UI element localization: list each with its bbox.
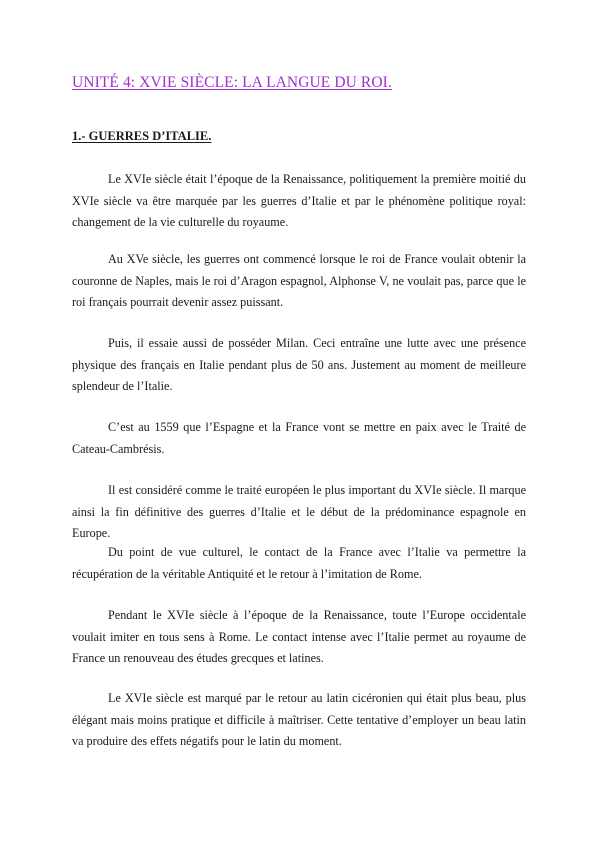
paragraph-2: Au XVe siècle, les guerres ont commencé lorsque le roi de France voulait obtenir la couronne de Naples, mais le roi d’Aragon espagnol, Alphonse V, ne voulait pas, parce que le roi français pourrait devenir assez puissant.: [72, 252, 526, 309]
document-title: UNITÉ 4: XVIE SIÈCLE: LA LANGUE DU ROI.: [72, 74, 392, 91]
paragraph-5: Il est considéré comme le traité européen le plus important du XVIe siècle. Il marque ainsi la fin définitive des guerres d’Italie et le début de la prédominance espagnole en Europe.: [72, 483, 526, 540]
paragraph-6: Du point de vue culturel, le contact de la France avec l’Italie va permettre la récupération de la véritable Antiquité et le retour à l’imitation de Rome.: [72, 545, 526, 581]
paragraph-1: Le XVIe siècle était l’époque de la Renaissance, politiquement la première moitié du XVIe siècle va être marquée par les guerres d’Italie et par le phénomène politique royal: changement de la vie culturelle du royaume.: [72, 172, 526, 229]
paragraph-4: C’est au 1559 que l’Espagne et la France vont se mettre en paix avec le Traité de Cateau-Cambrésis.: [72, 420, 526, 456]
paragraph-7: Pendant le XVIe siècle à l’époque de la Renaissance, toute l’Europe occidentale voulait imiter en tous sens à Rome. Le contact intense avec l’Italie permet au royaume de France un renouveau des études grecques et latines.: [72, 608, 526, 665]
section-heading: 1.- GUERRES D’ITALIE.: [72, 129, 212, 143]
paragraph-3: Puis, il essaie aussi de posséder Milan. Ceci entraîne une lutte avec une présence physique des français en Italie pendant plus de 50 ans. Justement au moment de meilleure splendeur de l’Italie.: [72, 336, 526, 393]
paragraph-8: Le XVIe siècle est marqué par le retour au latin cicéronien qui était plus beau, plus élégant mais moins pratique et difficile à maîtriser. Cette tentative d’employer un beau latin va produire des effets négatifs pour le latin du moment.: [72, 691, 526, 748]
